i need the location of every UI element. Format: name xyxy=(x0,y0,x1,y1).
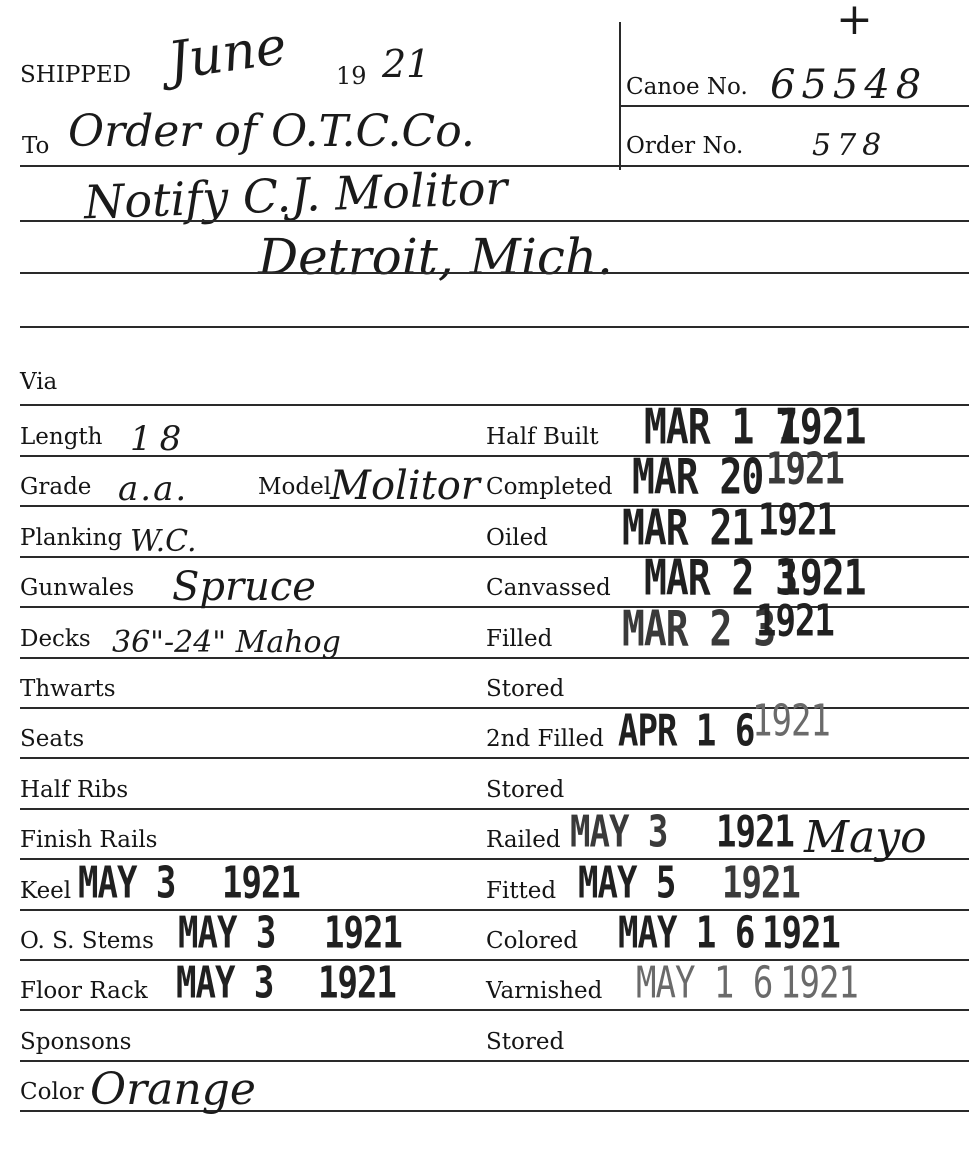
planking-value: W.C. xyxy=(130,524,197,559)
railed-label: Railed xyxy=(486,827,561,853)
varnished-stamp-year: 1921 xyxy=(780,957,858,1009)
shipped-year-prefix: 19 xyxy=(336,62,367,90)
colored-stamp-year: 1921 xyxy=(762,907,840,959)
completed-label: Completed xyxy=(486,474,613,500)
gunwales-value: Spruce xyxy=(172,564,316,610)
row-rule xyxy=(20,1009,969,1011)
notify-line: Notify C.J. Molitor xyxy=(83,160,509,230)
canvassed-stamp-date: MAR 2 3 xyxy=(644,549,798,606)
stored-label-2: Stored xyxy=(486,777,565,803)
shipped-year-suffix: 21 xyxy=(382,42,431,86)
decks-label: Decks xyxy=(20,626,91,652)
floor-rack-stamp-date: MAY 3 xyxy=(176,957,274,1009)
gunwales-label: Gunwales xyxy=(20,575,135,601)
canoe-number-label: Canoe No. xyxy=(626,74,748,100)
canoe-rule xyxy=(620,105,969,107)
via-label: Via xyxy=(20,369,58,395)
sponsons-label: Sponsons xyxy=(20,1029,132,1055)
header-divider xyxy=(619,22,621,170)
city-line: Detroit, Mich. xyxy=(258,228,613,286)
oiled-stamp-year: 1921 xyxy=(758,494,836,546)
row-rule xyxy=(20,808,969,810)
filled-label: Filled xyxy=(486,626,553,652)
row-rule xyxy=(20,757,969,759)
keel-label: Keel xyxy=(20,878,72,904)
planking-label: Planking xyxy=(20,525,123,551)
second-filled-stamp-date: APR 1 6 xyxy=(618,705,755,757)
city-rule xyxy=(20,272,969,274)
finish-rails-label: Finish Rails xyxy=(20,827,158,853)
completed-stamp-year: 1921 xyxy=(766,443,844,495)
decks-value: 36"-24" Mahog xyxy=(112,625,341,660)
color-label: Color xyxy=(20,1079,84,1105)
railed-stamp-year: 1921 xyxy=(716,806,794,858)
oiled-label: Oiled xyxy=(486,525,548,551)
os-stems-stamp-year: 1921 xyxy=(324,907,402,959)
row-rule xyxy=(20,1060,969,1062)
second-filled-stamp-year: 1921 xyxy=(752,695,830,747)
canoe-number-value: 65548 xyxy=(770,62,928,108)
floor-rack-label: Floor Rack xyxy=(20,978,148,1004)
thwarts-label: Thwarts xyxy=(20,676,116,702)
model-label: Model xyxy=(258,474,332,500)
color-value: Orange xyxy=(90,1064,256,1115)
canvassed-stamp-year: 1921 xyxy=(778,549,866,606)
order-number-label: Order No. xyxy=(626,133,744,159)
keel-stamp-date: MAY 3 xyxy=(78,857,176,909)
grade-label: Grade xyxy=(20,474,92,500)
seats-label: Seats xyxy=(20,726,85,752)
half-built-stamp-date: MAR 1 7 xyxy=(644,398,798,455)
grade-value: a.a. xyxy=(118,469,189,509)
corner-mark: + xyxy=(836,0,873,45)
railed-signature: Mayo xyxy=(804,812,927,863)
order-number-value: 578 xyxy=(812,128,888,163)
colored-label: Colored xyxy=(486,928,578,954)
blank-rule xyxy=(20,326,969,328)
stored-label-1: Stored xyxy=(486,676,565,702)
model-value: Molitor xyxy=(330,463,480,509)
oiled-stamp-date: MAR 21 xyxy=(622,499,754,556)
keel-stamp-year: 1921 xyxy=(222,857,300,909)
railed-stamp-date: MAY 3 xyxy=(570,806,668,858)
half-built-label: Half Built xyxy=(486,424,599,450)
fitted-label: Fitted xyxy=(486,878,557,904)
fitted-stamp-year: 1921 xyxy=(722,857,800,909)
filled-stamp-date: MAR 2 3 xyxy=(622,600,776,657)
length-label: Length xyxy=(20,424,103,450)
to-label: To xyxy=(22,133,50,159)
second-filled-label: 2nd Filled xyxy=(486,726,604,752)
varnished-label: Varnished xyxy=(486,978,603,1004)
canvassed-label: Canvassed xyxy=(486,575,611,601)
half-built-stamp-year: 1921 xyxy=(778,398,866,455)
length-value: 18 xyxy=(130,419,190,459)
fitted-stamp-date: MAY 5 xyxy=(578,857,676,909)
shipped-label: SHIPPED xyxy=(20,62,132,88)
filled-stamp-year: 1921 xyxy=(756,595,834,647)
os-stems-label: O. S. Stems xyxy=(20,928,154,954)
notify-rule xyxy=(20,220,969,222)
colored-stamp-date: MAY 1 6 xyxy=(618,907,755,959)
stored-label-3: Stored xyxy=(486,1029,565,1055)
os-stems-stamp-date: MAY 3 xyxy=(178,907,276,959)
completed-stamp-date: MAR 20 xyxy=(632,448,764,505)
shipped-month: June xyxy=(164,16,291,92)
to-value: Order of O.T.C.Co. xyxy=(68,106,475,157)
varnished-stamp-date: MAY 1 6 xyxy=(636,957,773,1009)
floor-rack-stamp-year: 1921 xyxy=(318,957,396,1009)
half-ribs-label: Half Ribs xyxy=(20,777,129,803)
